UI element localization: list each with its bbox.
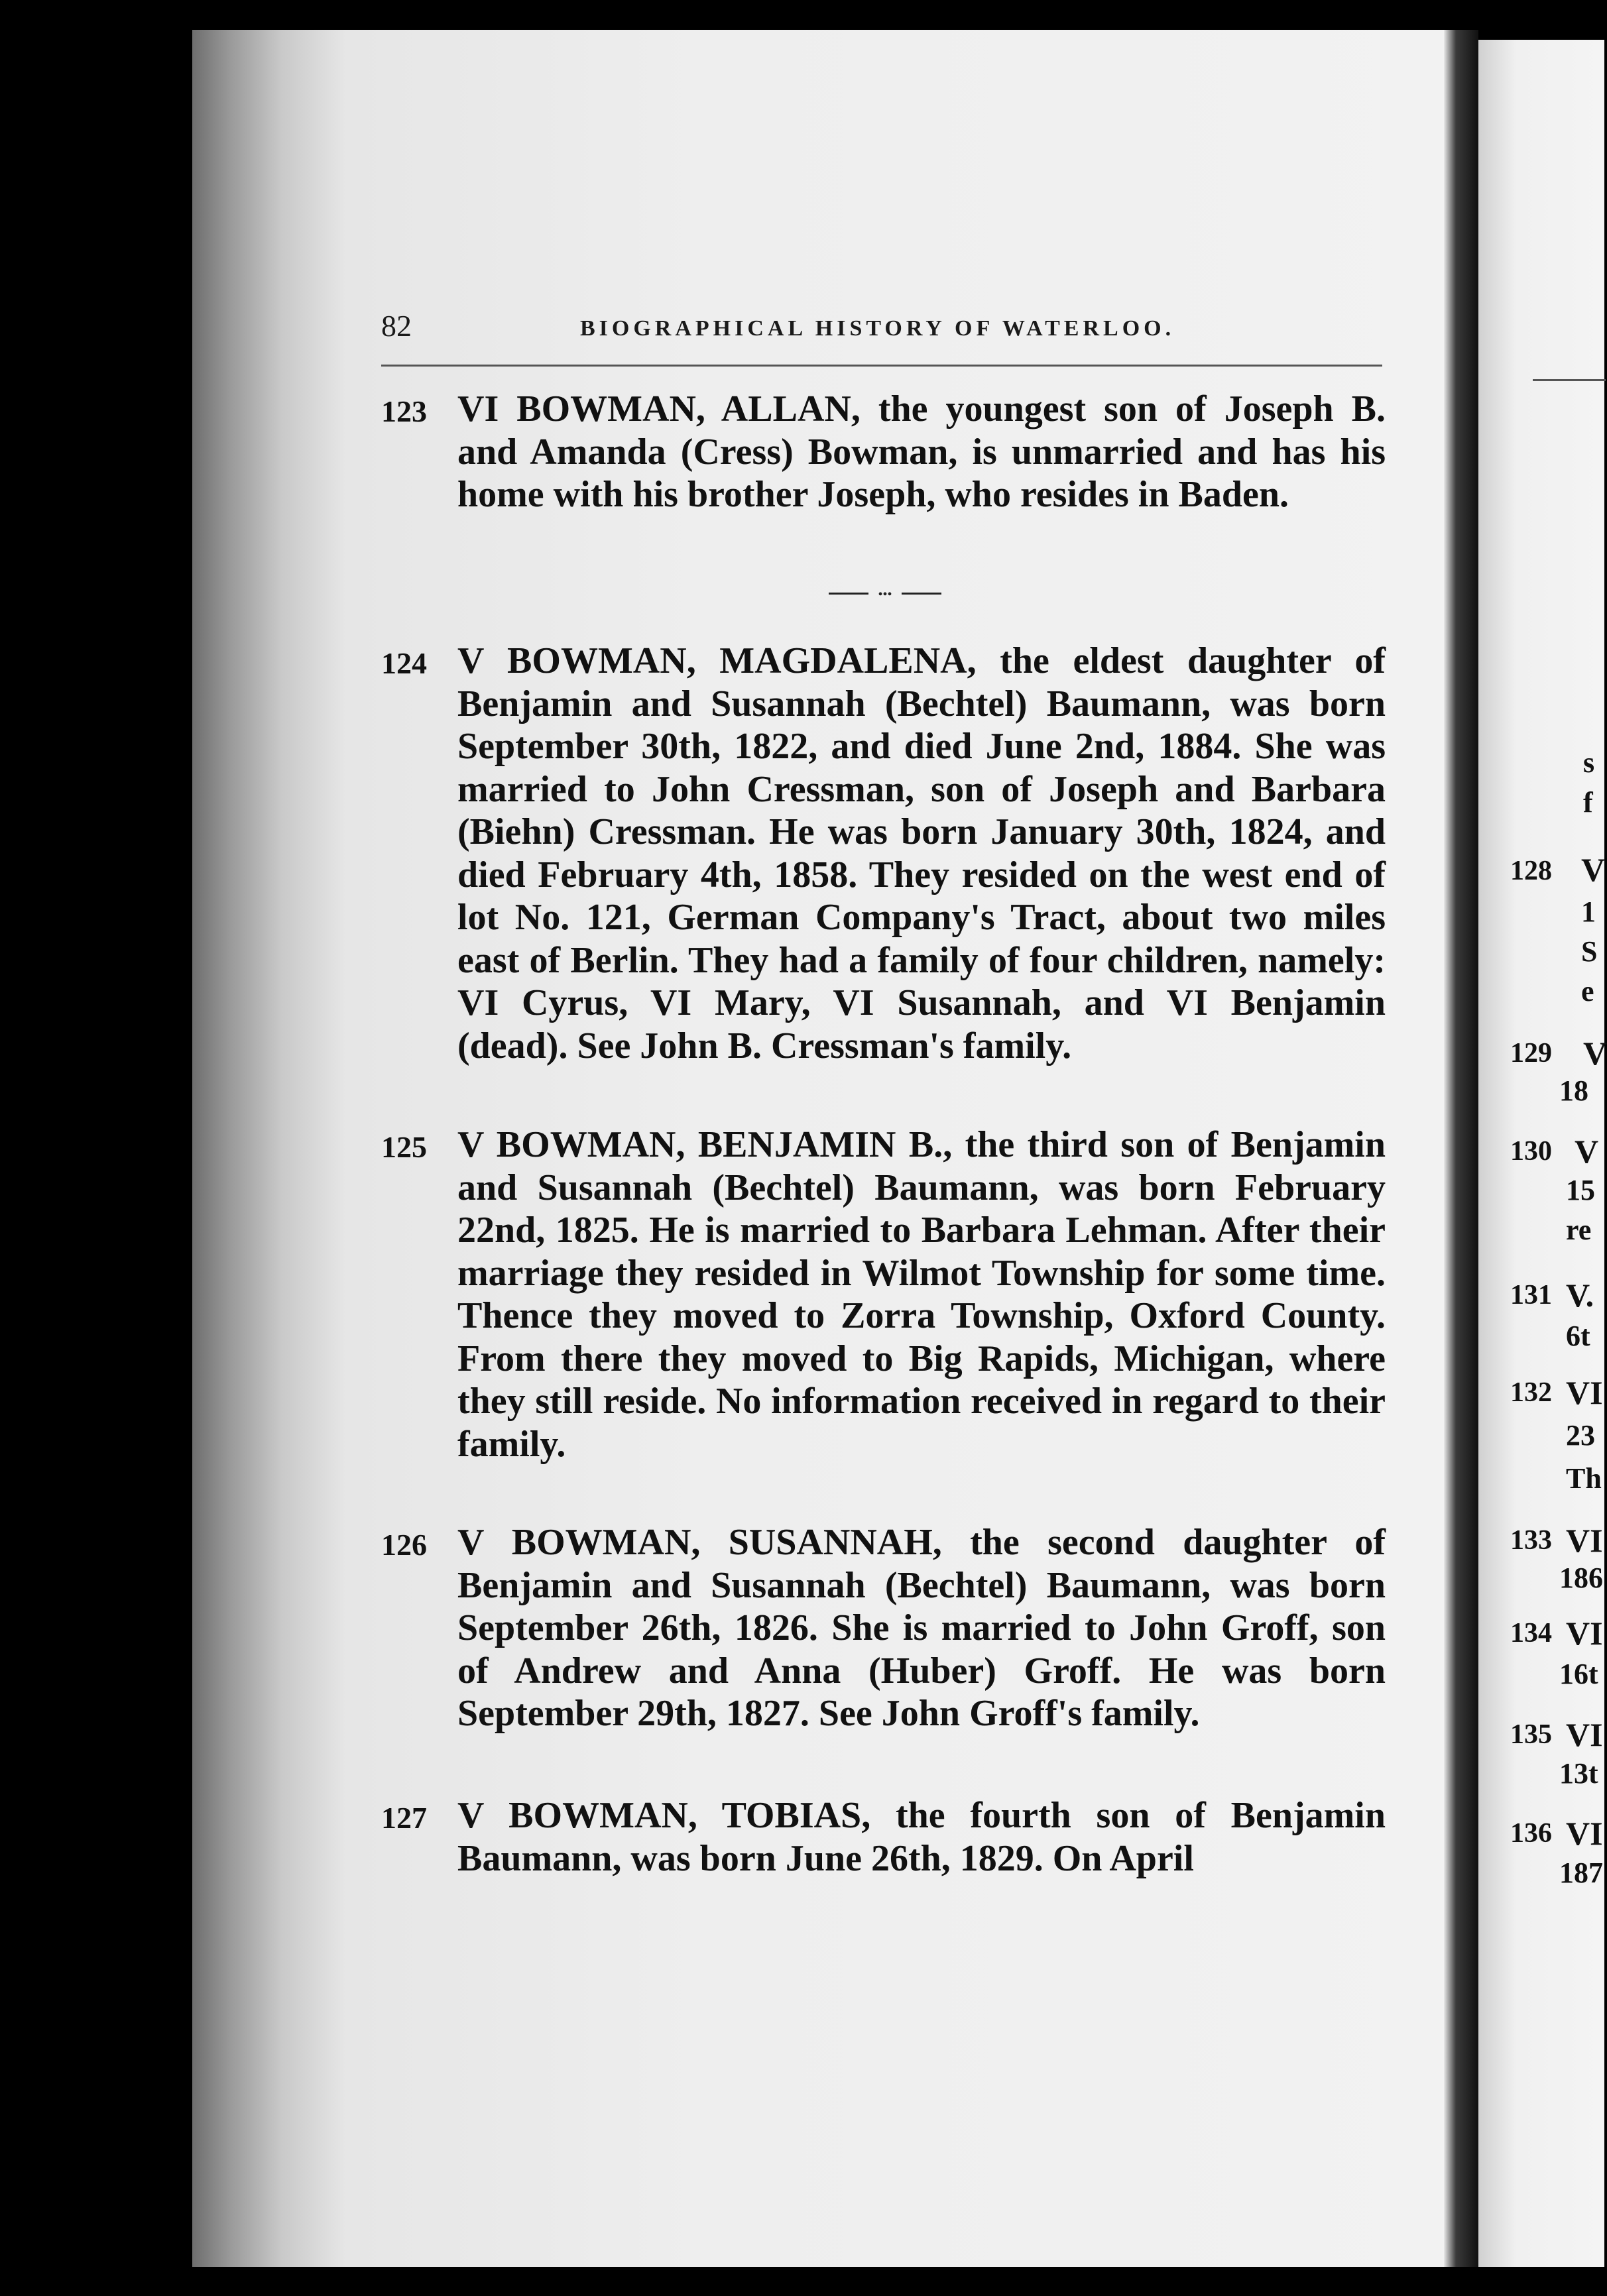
facing-entry-number: 128 [1510, 856, 1552, 886]
facing-fragment: V [1583, 1035, 1607, 1072]
facing-entry-number: 133 [1510, 1525, 1552, 1556]
facing-fragment: 1 [1581, 895, 1596, 928]
facing-fragment: 15 [1566, 1174, 1595, 1206]
book-gutter [1444, 30, 1478, 2267]
facing-fragment: VI [1566, 1716, 1603, 1753]
facing-fragment: S [1581, 935, 1598, 968]
entry-number: 127 [381, 1801, 427, 1835]
running-title: BIOGRAPHICAL HISTORY OF WATERLOO. [580, 316, 1175, 341]
entry-number: 126 [381, 1528, 427, 1562]
facing-entry-number: 135 [1510, 1719, 1552, 1750]
divider-line-left [829, 593, 868, 595]
entry-text: V BOWMAN, TOBIAS, the fourth son of Benjamin Baumann, was born June 26th, 1829. On April [457, 1795, 1386, 1879]
facing-entry-number: 134 [1510, 1618, 1552, 1648]
entry-text: V BOWMAN, MAGDALENA, the eldest daughter of Benjamin and Susannah (Bechtel) Baumann, was born September 30th, 1822, and died June 2nd, 1884. She was married to John Cressman, son of Joseph and Barbara (Biehn) Cressman. He was born January 30th, 1824, and died February 4th, 1858. They resided on the west end of lot No. 121, German Company's Tract, about two miles east of Berlin. They had a family of four children, namely: VI Cyrus, VI Mary, VI Susannah, and VI Benjamin (dead). See John B. Cressman's family. [457, 640, 1386, 1066]
facing-fragment: 13t [1559, 1757, 1598, 1790]
scan-border-bottom [0, 2267, 1604, 2296]
divider-line-right [902, 593, 941, 595]
header-rule [381, 365, 1382, 367]
facing-fragment: VI [1566, 1374, 1603, 1411]
facing-fragment: V [1575, 1133, 1599, 1170]
facing-fragment: e [1581, 975, 1594, 1007]
facing-header-rule [1533, 379, 1606, 381]
section-divider [829, 587, 941, 602]
facing-fragment: s [1583, 746, 1595, 779]
page-header [381, 308, 1389, 348]
scan-border-left [0, 0, 172, 2296]
entry-number: 124 [381, 646, 427, 680]
facing-entry-number: 129 [1510, 1038, 1552, 1068]
facing-fragment: 16t [1559, 1658, 1598, 1690]
facing-fragment: Th [1566, 1462, 1602, 1495]
entry-number: 123 [381, 394, 427, 428]
facing-fragment: f [1583, 786, 1593, 819]
facing-fragment: 186 [1559, 1562, 1603, 1594]
facing-entry-number: 131 [1510, 1280, 1552, 1310]
facing-entry-number: 132 [1510, 1377, 1552, 1408]
facing-fragment: VI [1566, 1522, 1603, 1559]
facing-fragment: re [1566, 1214, 1592, 1246]
facing-fragment: 18 [1559, 1074, 1588, 1107]
entry-text: VI BOWMAN, ALLAN, the youngest son of Joseph B. and Amanda (Cress) Bowman, is unmarried and has his home with his brother Joseph, who resides in Baden. [457, 388, 1386, 515]
facing-fragment: VI [1566, 1615, 1603, 1652]
entry-number: 125 [381, 1130, 427, 1164]
scan-border-top [0, 0, 1604, 27]
facing-fragment: VI [1566, 1815, 1603, 1852]
facing-fragment: V. [1566, 1277, 1594, 1314]
entry-text: V BOWMAN, SUSANNAH, the second daughter of Benjamin and Susannah (Bechtel) Baumann, was born September 26th, 1826. She is married to John Groff, son of Andrew and Anna (Huber) Groff. He was born September 29th, 1827. See John Groff's family. [457, 1522, 1386, 1734]
facing-fragment: 23 [1566, 1419, 1595, 1452]
facing-fragment: 187 [1559, 1857, 1603, 1889]
divider-ornament: ••• [878, 587, 892, 602]
facing-entry-number: 136 [1510, 1818, 1552, 1849]
entry-text: V BOWMAN, BENJAMIN B., the third son of Benjamin and Susannah (Bechtel) Baumann, was born February 22nd, 1825. He is married to Barbara Lehman. After their marriage they resided in Wilmot Township for some time. Thence they moved to Zorra Township, Oxford County. From there they moved to Big Rapids, Michigan, where they still reside. No information received in regard to their family. [457, 1124, 1386, 1465]
facing-entry-number: 130 [1510, 1136, 1552, 1167]
page-number: 82 [381, 309, 412, 343]
facing-fragment: V [1581, 851, 1606, 888]
facing-fragment: 6t [1566, 1320, 1590, 1352]
